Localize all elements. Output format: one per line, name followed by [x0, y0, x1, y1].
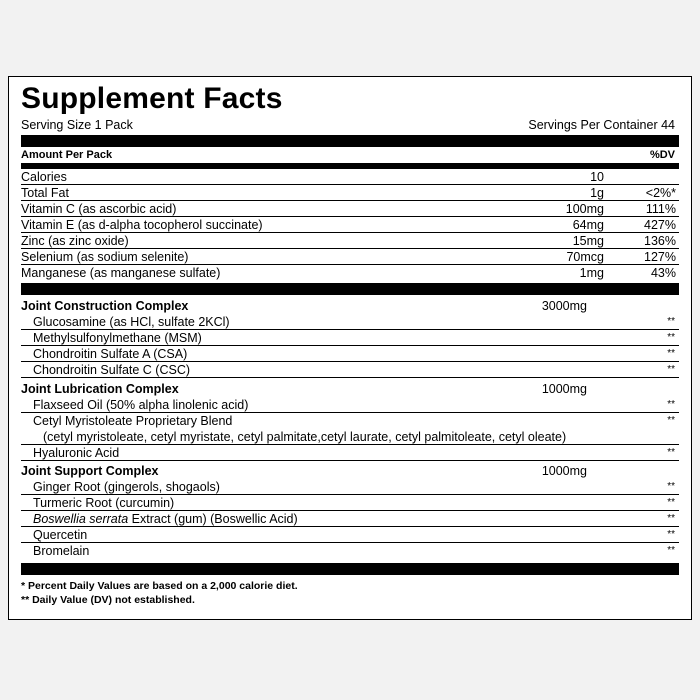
complex-amount: 1000mg [541, 464, 587, 478]
ingredient-name [33, 511, 298, 527]
ingredient-name: Turmeric Root (curcumin) [33, 496, 175, 510]
ingredient-name: Quercetin [33, 528, 88, 542]
complex-name: Joint Lubrication Complex [21, 382, 179, 396]
amount-header [21, 148, 679, 162]
nutrient-row [21, 185, 679, 201]
ingredient-name: Methylsulfonylmethane (MSM) [33, 331, 202, 345]
nutrient-name: Manganese (as manganese sulfate) [21, 266, 221, 280]
nutrient-name: Zinc (as zinc oxide) [21, 234, 129, 248]
thick-divider [21, 135, 679, 147]
ingredient-name: Chondroitin Sulfate C (CSC) [33, 363, 191, 377]
ingredient-name: Ginger Root (gingerols, shogaols) [33, 480, 220, 494]
ingredient-row [21, 495, 679, 511]
nutrient-amount: 1mg [579, 266, 604, 280]
ingredient-detail-row [21, 429, 679, 445]
nutrient-row [21, 169, 679, 185]
thick-divider [21, 563, 679, 575]
ingredient-name: Glucosamine (as HCl, sulfate 2KCl) [33, 315, 230, 329]
nutrient-name: Total Fat [21, 186, 69, 200]
ingredient-dv: ** [667, 481, 675, 492]
ingredient-dv: ** [667, 513, 675, 524]
nutrient-amount: 15mg [572, 234, 604, 248]
nutrient-name: Selenium (as sodium selenite) [21, 250, 189, 264]
complex-header-row [21, 381, 679, 397]
ingredient-row [21, 445, 679, 461]
ingredient-name: Cetyl Myristoleate Proprietary Blend [33, 414, 233, 428]
complex-name: Joint Construction Complex [21, 299, 189, 313]
ingredient-dv: ** [667, 497, 675, 508]
thick-divider [21, 283, 679, 295]
complex-amount: 1000mg [541, 382, 587, 396]
footnote-not-established: ** Daily Value (DV) not established. [21, 594, 195, 606]
dv-header-label: %DV [649, 149, 675, 161]
ingredient-row [21, 346, 679, 362]
ingredient-dv: ** [667, 529, 675, 540]
supplement-facts-panel [8, 76, 692, 620]
ingredient-detail: (cetyl myristoleate, cetyl myristate, cetyl palmitate,cetyl laurate, cetyl palmitoleate, cetyl oleate) [43, 430, 567, 444]
nutrient-name: Calories [21, 170, 67, 184]
nutrient-row [21, 233, 679, 249]
serving-info [21, 117, 679, 133]
nutrient-row [21, 201, 679, 217]
ingredient-row [21, 397, 679, 413]
nutrient-name: Vitamin E (as d-alpha tocopherol succinate) [21, 218, 263, 232]
nutrient-dv: 43% [650, 266, 676, 280]
nutrient-amount: 1g [590, 186, 604, 200]
servings-per-container: Servings Per Container 44 [528, 118, 675, 132]
nutrient-amount: 100mg [565, 202, 604, 216]
ingredient-row [21, 314, 679, 330]
ingredient-dv: ** [667, 364, 675, 375]
nutrient-row [21, 265, 679, 281]
nutrient-dv: 127% [644, 250, 676, 264]
nutrient-amount: 70mcg [566, 250, 604, 264]
ingredient-row [21, 527, 679, 543]
ingredient-dv: ** [667, 447, 675, 458]
ingredient-name: Bromelain [33, 544, 90, 558]
ingredient-name: Chondroitin Sulfate A (CSA) [33, 347, 188, 361]
amount-per-pack-label: Amount Per Pack [21, 149, 113, 161]
ingredient-row [21, 413, 679, 429]
nutrient-dv: <2%* [645, 186, 676, 200]
footnote-dv: * Percent Daily Values are based on a 2,000 calorie diet. [21, 580, 298, 592]
serving-size: Serving Size 1 Pack [21, 118, 133, 132]
nutrient-dv: 111% [645, 202, 676, 216]
nutrient-row [21, 249, 679, 265]
nutrient-dv: 136% [644, 234, 676, 248]
panel-title: Supplement Facts [21, 82, 283, 115]
ingredient-dv: ** [667, 545, 675, 556]
complex-amount: 3000mg [541, 299, 587, 313]
nutrient-row [21, 217, 679, 233]
ingredient-name: Hyaluronic Acid [33, 446, 120, 460]
ingredient-row [21, 543, 679, 559]
nutrient-amount: 10 [590, 170, 604, 184]
complex-name: Joint Support Complex [21, 464, 159, 478]
ingredient-row [21, 511, 679, 527]
ingredient-name: Flaxseed Oil (50% alpha linolenic acid) [33, 398, 249, 412]
nutrient-amount: 64mg [572, 218, 604, 232]
ingredient-row [21, 330, 679, 346]
nutrient-dv: 427% [644, 218, 676, 232]
complex-header-row [21, 298, 679, 314]
ingredient-dv: ** [667, 348, 675, 359]
ingredient-dv: ** [667, 415, 675, 426]
ingredient-dv: ** [667, 316, 675, 327]
ingredient-dv: ** [667, 332, 675, 343]
complex-header-row [21, 463, 679, 479]
ingredient-row [21, 362, 679, 378]
ingredient-dv: ** [667, 399, 675, 410]
nutrient-name: Vitamin C (as ascorbic acid) [21, 202, 177, 216]
ingredient-name-rest: Extract (gum) (Boswellic Acid) [128, 512, 298, 526]
ingredient-row [21, 479, 679, 495]
ingredient-name-italic: Boswellia serrata [33, 512, 129, 526]
